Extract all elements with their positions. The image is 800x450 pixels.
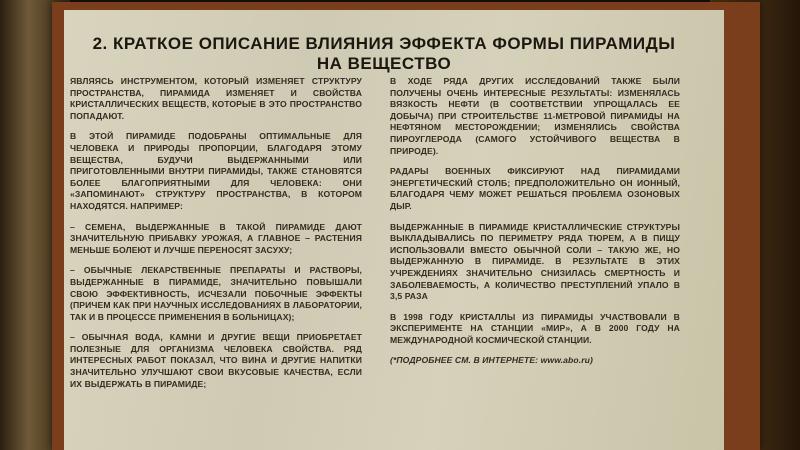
footnote: (*ПОДРОБНЕЕ СМ. В ИНТЕРНЕТЕ: www.abo.ru) [390,355,593,366]
paragraph: – ОБЫЧНАЯ ВОДА, КАМНИ И ДРУГИЕ ВЕЩИ ПРИОБРЕТАЕТ ПОЛЕЗНЫЕ ДЛЯ ОРГАНИЗМА ЧЕЛОВЕКА СВОЙСТВА. РЯД ИНТЕРЕСНЫХ РАБОТ ПОКАЗАЛ, ЧТО ВИНА И ДРУГИЕ НАПИТКИ ЗНАЧИТЕЛЬНО УЛУЧШАЮТ СВОИ ВКУСОВЫЕ КАЧЕСТВА, ЕСЛИ ИХ ВЫДЕРЖАТЬ В ПИРАМИДЕ; [70,332,362,389]
paragraph: В 1998 ГОДУ КРИСТАЛЛЫ ИЗ ПИРАМИДЫ УЧАСТВОВАЛИ В ЭКСПЕРИМЕНТЕ НА СТАНЦИИ «МИР», А В 2000 ГОДУ НА МЕЖДУНАРОДНОЙ КОСМИЧЕСКОЙ СТАНЦИИ. [390,311,680,345]
paragraph: ЯВЛЯЯСЬ ИНСТРУМЕНТОМ, КОТОРЫЙ ИЗМЕНЯЕТ СТРУКТУРУ ПРОСТРАНСТВА, ПИРАМИДА ИЗМЕНЯЕТ И СВОЙСТВА КРИСТАЛЛИЧЕСКИХ ВЕЩЕСТВ, КОТОРЫЕ В ЭТО ПРОСТРАНСТВО ПОПАДАЮТ. [70,76,362,121]
paragraph: РАДАРЫ ВОЕННЫХ ФИКСИРУЮТ НАД ПИРАМИДАМИ ЭНЕРГЕТИЧЕСКИЙ СТОЛБ; ПРЕДПОЛОЖИТЕЛЬНО ОН ИОННЫЙ, БЛАГОДАРЯ ЧЕМУ МОЖЕТ РЕШАТЬСЯ ПРОБЛЕМА ОЗОНОВЫХ ДЫР. [390,166,680,211]
information-sign [64,10,724,450]
paragraph: В ХОДЕ РЯДА ДРУГИХ ИССЛЕДОВАНИЙ ТАКЖЕ БЫЛИ ПОЛУЧЕНЫ ОЧЕНЬ ИНТЕРЕСНЫЕ РЕЗУЛЬТАТЫ: ИЗМЕНЯЛАСЬ ВЯЗКОСТЬ НЕФТИ (В СООТВЕТСТВИИ УПРОЩАЛАСЬ ЕЕ ДОБЫЧА) ПРИ СТРОИТЕЛЬСТВЕ 11-МЕТРОВОЙ ПИРАМИДЫ НА НЕФТЯНОМ МЕСТОРОЖДЕНИИ; ИЗМЕНЯЛИСЬ СВОЙСТВА ПИРОУГЛЕРОДА (САМОГО УСТОЙЧИВОГО ВЕЩЕСТВА В ПРИРОДЕ). [390,76,680,156]
paragraph: – ОБЫЧНЫЕ ЛЕКАРСТВЕННЫЕ ПРЕПАРАТЫ И РАСТВОРЫ, ВЫДЕРЖАННЫЕ В ПИРАМИДЕ, ЗНАЧИТЕЛЬНО ПОВЫШАЛИ СВОЮ ЭФФЕКТИВНОСТЬ, ИСЧЕЗАЛИ ПОБОЧНЫЕ ЭФФЕКТЫ (ПРИЧЕМ КАК ПРИ НАУЧНЫХ ИССЛЕДОВАНИЯХ В ЛАБОРАТОРИИ, ТАК И В ПРОЦЕССЕ ПРИМЕНЕНИЯ В БОЛЬНИЦАХ); [70,265,362,322]
paragraph: – СЕМЕНА, ВЫДЕРЖАННЫЕ В ТАКОЙ ПИРАМИДЕ ДАЮТ ЗНАЧИТЕЛЬНУЮ ПРИБАВКУ УРОЖАЯ, А ГЛАВНОЕ – РАСТЕНИЯ МЕНЬШЕ БОЛЕЮТ И ЛУЧШЕ ПЕРЕНОСЯТ ЗАСУХУ; [70,221,362,255]
left-column [70,76,362,399]
sign-title: 2. КРАТКОЕ ОПИСАНИЕ ВЛИЯНИЯ ЭФФЕКТА ФОРМЫ ПИРАМИДЫ НА ВЕЩЕСТВО [92,34,676,73]
right-column [390,76,680,376]
paragraph: В ЭТОЙ ПИРАМИДЕ ПОДОБРАНЫ ОПТИМАЛЬНЫЕ ДЛЯ ЧЕЛОВЕКА И ПРИРОДЫ ПРОПОРЦИИ, БЛАГОДАРЯ ЭТОМУ ВЕЩЕСТВА, БУДУЧИ ВЫДЕРЖАННЫМИ ИЛИ ПРИГОТОВЛЕННЫМИ ВНУТРИ ПИРАМИДЫ, ТАКЖЕ СТАНОВЯТСЯ БОЛЕЕ БЛАГОПРИЯТНЫМИ ДЛЯ ЧЕЛОВЕКА: ОНИ «ЗАПОМИНАЮТ» СТРУКТУРУ ПРОСТРАНСТВА, В КОТОРОМ НАХОДЯТСЯ. НАПРИМЕР: [70,131,362,211]
paragraph: ВЫДЕРЖАННЫЕ В ПИРАМИДЕ КРИСТАЛЛИЧЕСКИЕ СТРУКТУРЫ ВЫКЛАДЫВАЛИСЬ ПО ПЕРИМЕТРУ РЯДА ТЮРЕМ, А В ПИЩУ ИСПОЛЬЗОВАЛИ ВМЕСТО ОБЫЧНОЙ СОЛИ – ТАКУЮ ЖЕ, НО ВЫДЕРЖАННУЮ В ПИРАМИДЕ. В РЕЗУЛЬТАТЕ В ЭТИХ УЧРЕЖДЕНИЯХ ЗНАЧИТЕЛЬНО СНИЗИЛАСЬ СМЕРТНОСТЬ И ЗАБОЛЕВАЕМОСТЬ, А КОЛИЧЕСТВО ПРЕСТУПЛЕНИЙ УПАЛО В 3,5 РАЗА [390,221,680,302]
